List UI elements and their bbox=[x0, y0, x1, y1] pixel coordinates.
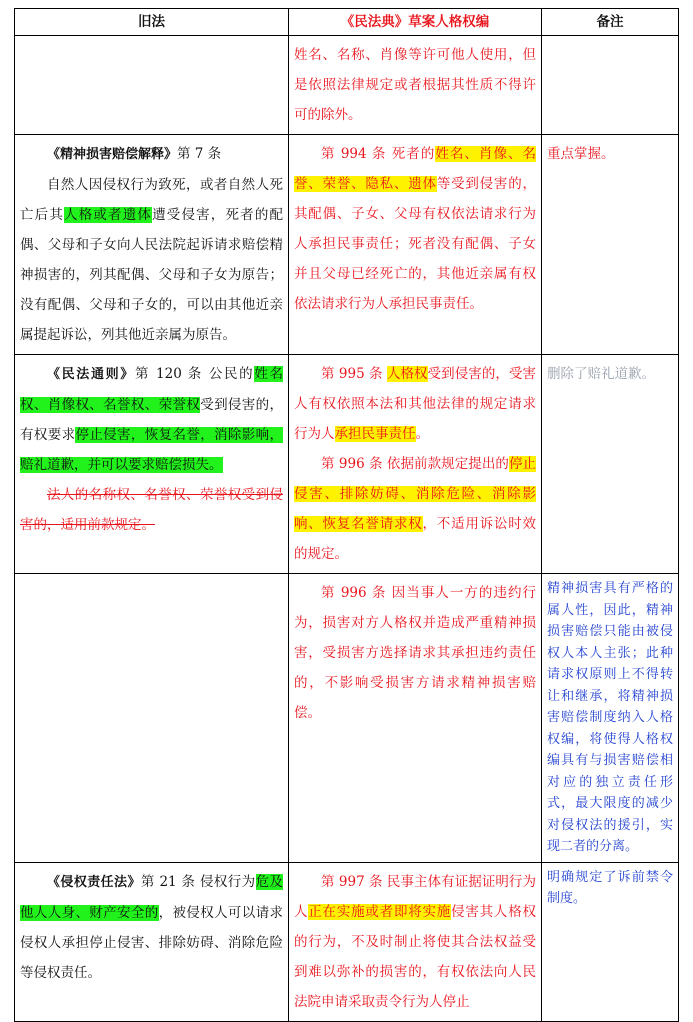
deleted-text: 法人的名称权、名誉权、荣誉权受到侵害的，适用前款规定。 bbox=[20, 487, 283, 533]
remark-cell bbox=[542, 36, 679, 135]
remark-text: 删除了赔礼道歉。 bbox=[547, 366, 655, 382]
table-row bbox=[15, 135, 679, 355]
old-cell bbox=[15, 574, 289, 863]
highlight-yellow: 停止侵害、排除妨碍、消除危险、消除影响、恢复名誉请求权 bbox=[294, 456, 536, 532]
remark-text: 精神损害具有严格的属人性，因此，精神损害赔偿只能由被侵权人本人主张；此种请求权原则上不得转让和继承，将精神损害赔偿制度纳入人格权编，将使得人格权编具有与损害赔偿相对应的独立责任形式，最大限度的减少对侵权法的援引，实现二者的分离。 bbox=[547, 581, 673, 854]
highlight-yellow: 承担民事责任 bbox=[334, 426, 416, 442]
old-text: 《侵权责任法》第 21 条 侵权行为危及他人人身、财产安全的，被侵权人可以请求侵权人承担停止侵害、排除妨碍、消除危险等侵权责任。 bbox=[20, 873, 284, 981]
article-number: 第 7 条 bbox=[177, 146, 222, 162]
new-text: 姓名、名称、肖像等许可他人使用，但是依照法律规定或者根据其性质不得许可的除外。 bbox=[294, 47, 536, 123]
highlight-green: 危及他人人身、财产安全的 bbox=[20, 873, 283, 921]
new-text: 第 995 条 人格权受到侵害的，受害人有权依照本法和其他法律的规定请求行为人承担民事责任。 bbox=[294, 366, 537, 442]
old-heading bbox=[20, 139, 283, 170]
old-text: 自然人因侵权行为致死，或者自然人死亡后其人格或者遗体遭受侵害，死者的配偶、父母和子女向人民法院起诉请求赔偿精神损害的，列其配偶、父母和子女为原告；没有配偶、父母和子女的，可以由其他近亲属提起诉讼，列其他近亲属为原告。 bbox=[20, 177, 284, 343]
comparison-table-wrapper bbox=[14, 8, 678, 1022]
remark-cell bbox=[542, 574, 679, 863]
header-old-law: 旧法 bbox=[15, 9, 289, 36]
remark-cell bbox=[542, 862, 679, 1021]
new-text: 第 996 条 因当事人一方的违约行为，损害对方人格权并造成严重精神损害，受损害方选择请求其承担违约责任的，不影响受损害方请求精神损害赔偿。 bbox=[294, 585, 536, 721]
header-new-law: 《民法典》草案人格权编 bbox=[289, 9, 542, 36]
new-cell bbox=[289, 862, 542, 1021]
remark-text: 重点掌握。 bbox=[547, 146, 615, 162]
highlight-yellow: 正在实施或者即将实施 bbox=[308, 903, 452, 920]
old-cell bbox=[15, 862, 289, 1021]
new-text: 第 997 条 民事主体有证据证明行为人正在实施或者即将实施侵害其人格权的行为，不及时制止将使其合法权益受到难以弥补的损害的，有权依法向人民法院申请采取责令行为人停止 bbox=[294, 873, 536, 1010]
law-name: 《民法通则》 bbox=[47, 367, 135, 382]
highlight-yellow: 人格权 bbox=[386, 366, 428, 382]
old-text: 《民法通则》第 120 条 公民的姓名权、肖像权、名誉权、荣誉权受到侵害的，有权要求停止侵害，恢复名誉，消除影响，赔礼道歉，并可以要求赔偿损失。 bbox=[20, 366, 284, 473]
remark-cell bbox=[542, 355, 679, 574]
header-row bbox=[15, 9, 679, 36]
old-cell bbox=[15, 135, 289, 355]
law-name: 《侵权责任法》 bbox=[47, 874, 141, 890]
old-cell bbox=[15, 355, 289, 574]
remark-text: 明确规定了诉前禁令制度。 bbox=[547, 869, 673, 906]
new-cell bbox=[289, 355, 542, 574]
new-text: 第 994 条 死者的姓名、肖像、名誉、荣誉、隐私、遗体等受到侵害的，其配偶、子女、父母有权依法请求行为人承担民事责任；死者没有配偶、子女并且父母已经死亡的，其他近亲属有权依法请求行为人承担民事责任。 bbox=[294, 146, 536, 312]
table-row bbox=[15, 355, 679, 574]
law-name: 《精神损害赔偿解释》 bbox=[47, 147, 178, 162]
highlight-green: 人格或者遗体 bbox=[64, 207, 153, 223]
table-row bbox=[15, 36, 679, 135]
highlight-green: 停止侵害，恢复名誉，消除影响，赔礼道歉，并可以要求赔偿损失。 bbox=[20, 427, 284, 473]
new-cell bbox=[289, 36, 542, 135]
new-cell bbox=[289, 574, 542, 863]
new-cell bbox=[289, 135, 542, 355]
table-row bbox=[15, 574, 679, 863]
new-text: 第 996 条 依据前款规定提出的停止侵害、排除妨碍、消除危险、消除影响、恢复名誉请求权，不适用诉讼时效的规定。 bbox=[294, 456, 536, 562]
comparison-table bbox=[14, 8, 679, 1022]
highlight-green: 姓名权、肖像权、名誉权、荣誉权 bbox=[20, 366, 283, 413]
header-remark: 备注 bbox=[542, 9, 679, 36]
old-cell bbox=[15, 36, 289, 135]
highlight-yellow: 姓名、肖像、名誉、荣誉、隐私、遗体 bbox=[294, 146, 536, 192]
table-row bbox=[15, 862, 679, 1021]
remark-cell bbox=[542, 135, 679, 355]
